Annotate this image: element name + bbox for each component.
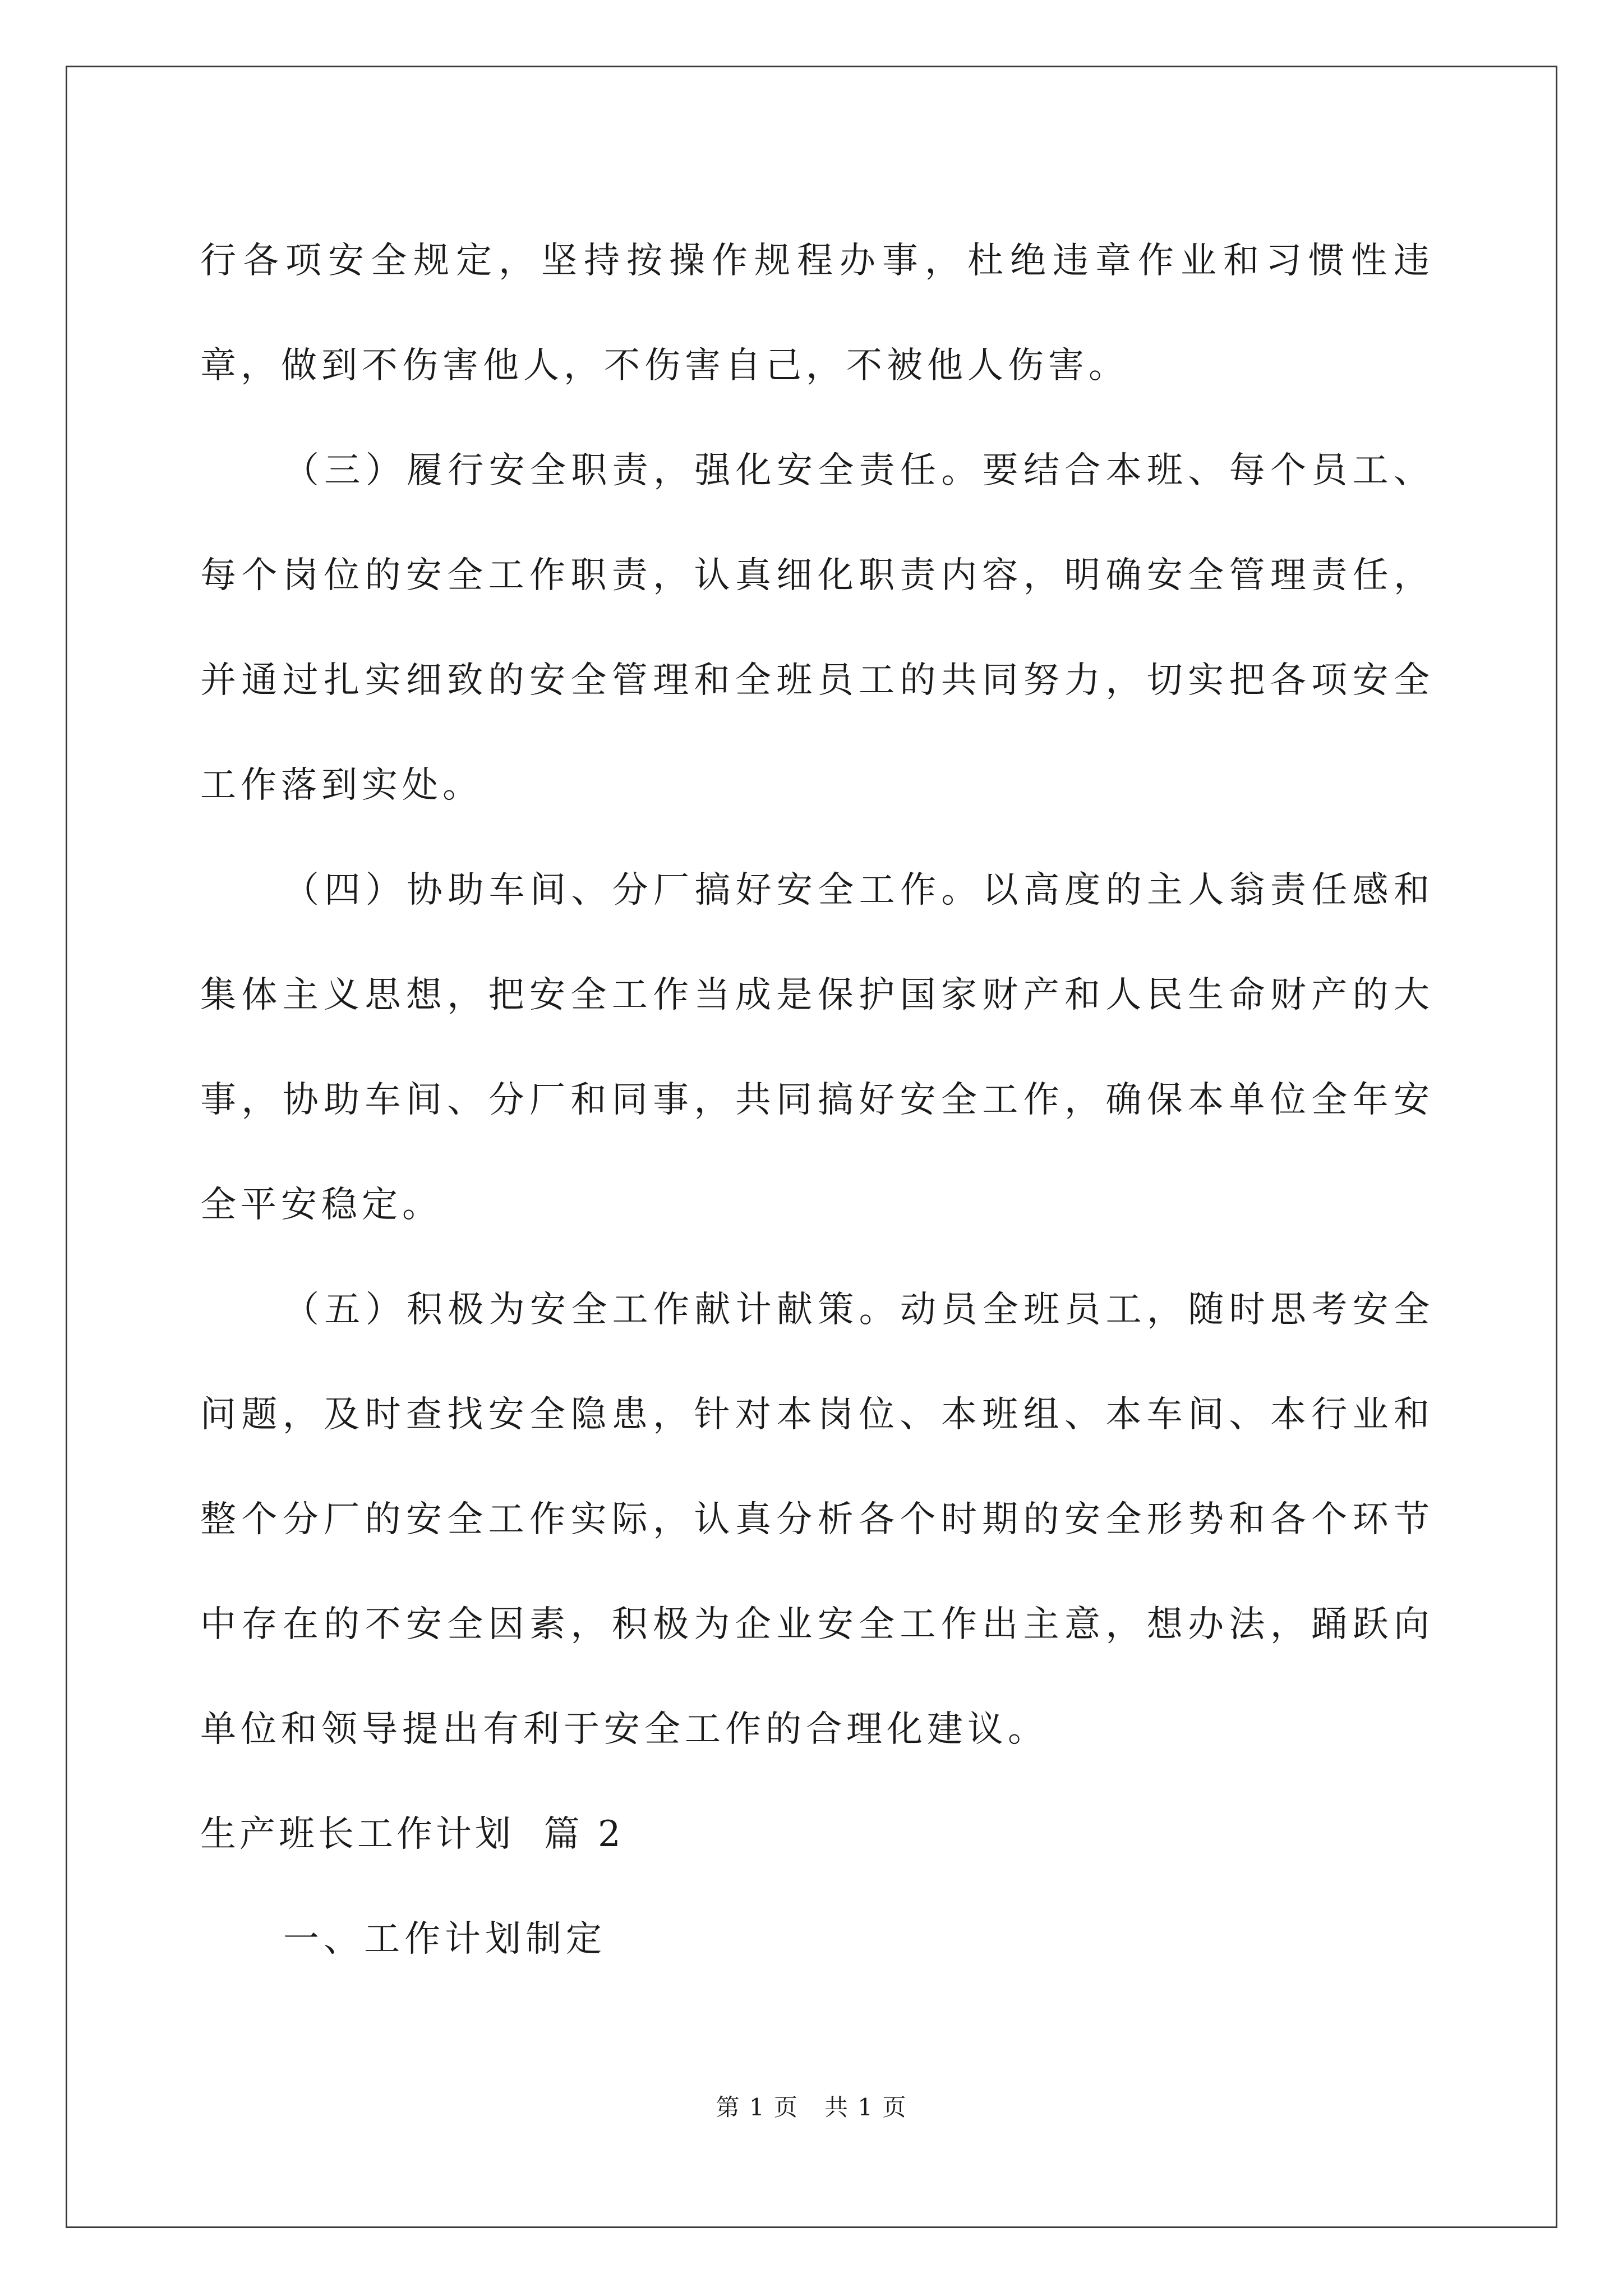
page-footer [0, 2089, 1623, 2123]
subheading: 一、工作计划制定 [283, 1918, 606, 1960]
paragraph-3: （四）协助车间、分厂搞好安全工作。以高度的主人翁责任感和集体主义思想，把安全工作当成是保护国家财产和人民生命财产的大事，协助车间、分厂和同事，共同搞好安全工作，确保本单位全年安全平安稳定。 [200, 869, 1434, 1226]
paragraph-1: 行各项安全规定，坚持按操作规程办事，杜绝违章作业和习惯性违章，做到不伤害他人，不伤害自己，不被他人伤害。 [200, 240, 1434, 386]
page-total: 共 1 页 [824, 2093, 907, 2121]
paragraph-2: （三）履行安全职责，强化安全责任。要结合本班、每个员工、每个岗位的安全工作职责，认真细化职责内容，明确安全管理责任，并通过扎实细致的安全管理和全班员工的共同努力，切实把各项安全工作落到实处。 [200, 450, 1434, 806]
paragraph-4: （五）积极为安全工作献计献策。动员全班员工，随时思考安全问题，及时查找安全隐患，针对本岗位、本班组、本车间、本行业和整个分厂的安全工作实际，认真分析各个时期的安全形势和各个环节中存在的不安全因素，积极为企业安全工作出主意，想办法，踊跃向单位和领导提出有利于安全工作的合理化建议。 [200, 1289, 1434, 1750]
page-number: 第 1 页 [716, 2093, 799, 2121]
section-heading: 生产班长工作计划 篇 2 [200, 1814, 624, 1855]
document-body [200, 209, 1434, 1992]
